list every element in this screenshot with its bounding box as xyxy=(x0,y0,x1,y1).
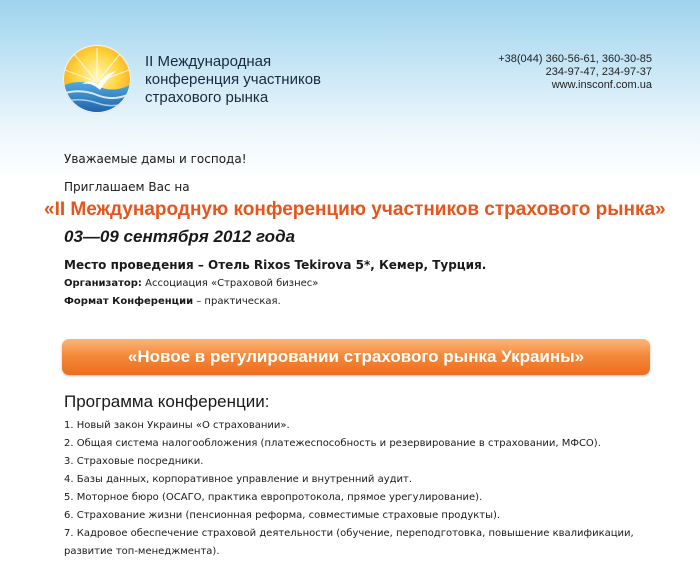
list-item: 5. Моторное бюро (ОСАГО, практика европротокола, прямое урегулирование). xyxy=(64,492,483,503)
list-item: 2. Общая система налогообложения (платежеспособность и резервирование в страховании, МФСО). xyxy=(64,438,601,449)
phone-line: 234-97-47, 234-97-37 xyxy=(545,66,652,78)
organization-title xyxy=(145,53,321,107)
format-value: – практическая. xyxy=(193,296,281,307)
list-item: 6. Страхование жизни (пенсионная реформа, совместимые страховые продукты). xyxy=(64,510,501,521)
venue-text: Место проведения – Отель Rixos Tekirova 5*, Кемер, Турция. xyxy=(64,258,487,272)
website-link[interactable]: www.insconf.com.ua xyxy=(551,79,652,91)
conference-dates: 03—09 сентября 2012 года xyxy=(64,227,296,246)
format-line xyxy=(64,296,281,307)
greeting-text: Уважаемые дамы и господа! xyxy=(64,152,247,166)
contact-block xyxy=(498,53,652,92)
organizer-line xyxy=(64,278,318,289)
format-label: Формат Конференции xyxy=(64,296,194,307)
title-line: II Международная xyxy=(145,53,272,70)
title-line: конференция участников xyxy=(145,71,322,88)
list-item: 3. Страховые посредники. xyxy=(64,456,204,467)
topic-banner: «Новое в регулировании страхового рынка Украины» xyxy=(62,339,650,375)
organizer-label: Организатор: xyxy=(64,278,142,289)
sun-wave-bird-logo-icon xyxy=(62,44,132,114)
page-header xyxy=(0,0,700,140)
phone-line: +38(044) 360-56-61, 360-30-85 xyxy=(498,53,652,65)
list-item: 7. Кадровое обеспечение страховой деятельности (обучение, переподготовка, повышение квалификации, развитие топ-менеджмента). xyxy=(64,528,634,557)
invitation-text: Приглашаем Вас на xyxy=(64,180,190,194)
conference-name: «II Международную конференцию участников страхового рынка» xyxy=(44,199,666,220)
list-item: 1. Новый закон Украины «О страховании». xyxy=(64,420,290,431)
title-line: страхового рынка xyxy=(145,89,269,106)
list-item: 4. Базы данных, корпоративное управление и внутренний аудит. xyxy=(64,474,413,485)
organizer-value: Ассоциация «Страховой бизнес» xyxy=(141,278,319,289)
program-list xyxy=(64,417,664,561)
program-title: Программа конференции: xyxy=(64,392,270,411)
